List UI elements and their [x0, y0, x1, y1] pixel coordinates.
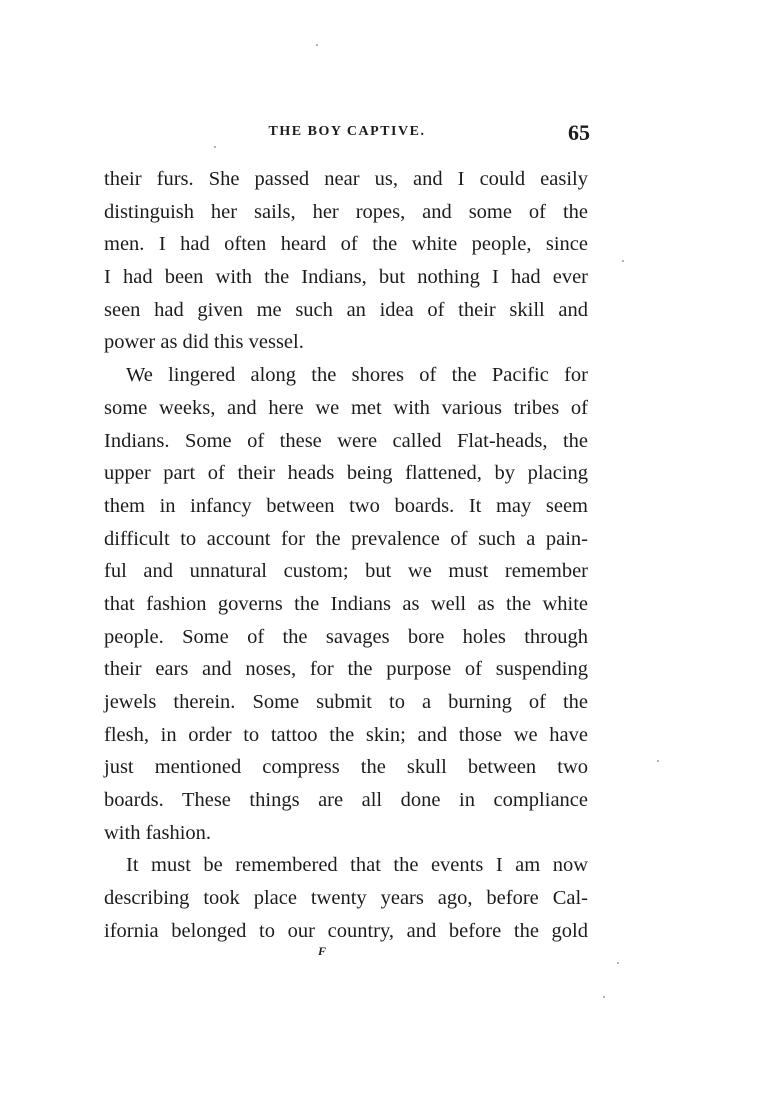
text-line: power as did this vessel. — [104, 331, 304, 354]
text-line: boards. These things are all done in compliance — [104, 789, 588, 812]
text-line: just mentioned compress the skull between two — [104, 756, 588, 779]
paper-speck — [657, 760, 659, 762]
text-line: I had been with the Indians, but nothing I had ever — [104, 266, 588, 289]
text-line: distinguish her sails, her ropes, and some of the — [104, 200, 588, 223]
signature-mark: F — [318, 944, 327, 958]
paper-speck — [622, 260, 624, 262]
text-line: people. Some of the savages bore holes through — [104, 625, 588, 648]
paper-speck — [214, 146, 216, 148]
text-line: some weeks, and here we met with various tribes of — [104, 396, 588, 419]
running-title: THE BOY CAPTIVE. — [268, 124, 426, 139]
text-line: with fashion. — [104, 821, 212, 844]
text-line: difficult to account for the prevalence of such a pain- — [104, 527, 588, 550]
text-line: their ears and noses, for the purpose of suspending — [104, 658, 588, 681]
text-line: ful and unnatural custom; but we must remember — [104, 560, 588, 583]
text-line: seen had given me such an idea of their skill and — [104, 298, 588, 321]
text-line: flesh, in order to tattoo the skin; and those we have — [104, 723, 588, 746]
text-line: We lingered along the shores of the Pacific for — [126, 364, 588, 387]
text-line: It must be remembered that the events I am now — [126, 854, 588, 877]
paper-speck — [603, 996, 605, 998]
text-line: describing took place twenty years ago, before Cal- — [104, 887, 588, 910]
text-line: jewels therein. Some submit to a burning of the — [104, 691, 588, 713]
page-number: 65 — [568, 120, 590, 145]
paper-speck — [316, 44, 318, 46]
text-line: Indians. Some of these were called Flat-heads, the — [104, 429, 588, 452]
text-line: that fashion governs the Indians as well as the white — [104, 592, 588, 615]
text-line: ifornia belonged to our country, and before the gold — [104, 919, 588, 942]
text-line: them in infancy between two boards. It may seem — [104, 494, 588, 517]
running-head — [104, 120, 590, 148]
body-text — [104, 163, 588, 948]
text-line: upper part of their heads being flattened, by placing — [104, 462, 588, 485]
text-line: their furs. She passed near us, and I could easily — [104, 168, 588, 190]
paper-speck — [617, 962, 619, 964]
text-line: men. I had often heard of the white people, since — [104, 233, 588, 256]
